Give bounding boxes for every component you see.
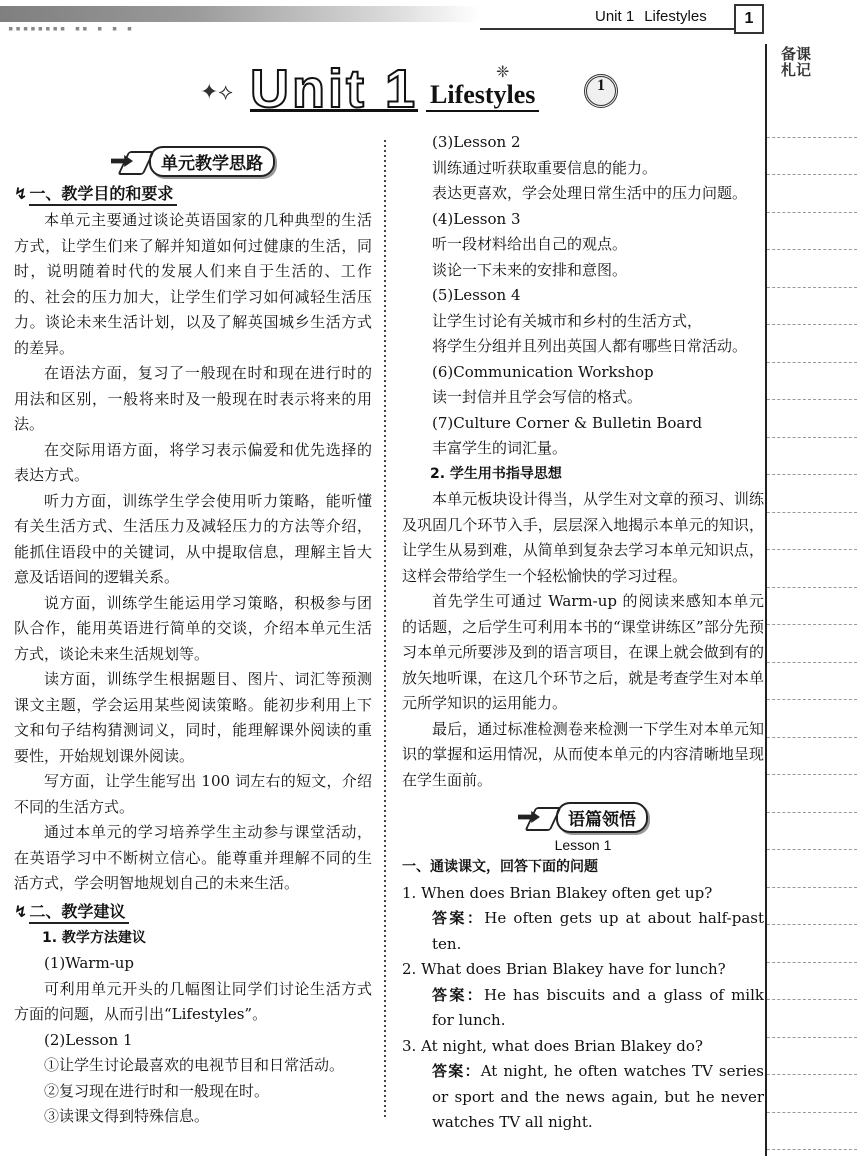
task-heading: 一、通读课文，回答下面的问题 [402, 859, 598, 875]
running-title [595, 8, 707, 25]
answer-label: 答案： [432, 1062, 481, 1080]
list-item: 读一封信并且学会写信的格式。 [432, 388, 643, 406]
paragraph: 最后，通过标准检测卷来检测一下学生对本单元知识的掌握和运用情况，从而使本单元的内容清晰地呈现在学生面前。 [402, 719, 764, 789]
question: 3. At night, what does Brian Blakey do? [402, 1036, 703, 1055]
header-dot-pattern: ▪▪▪▪▪▪▪▪ ▪▪ ▪ ▪ ▪ [8, 24, 135, 34]
answer: He often gets up at about half-past ten. [432, 909, 764, 953]
list-item: (4)Lesson 3 [432, 209, 521, 228]
notes-label-line1: 备课 [780, 45, 811, 63]
list-item: 谈论一下未来的安排和意图。 [432, 260, 628, 279]
header-gradient-bar [0, 6, 480, 22]
question: 2. What does Brian Blakey have for lunch? [402, 960, 726, 978]
list-item: ②复习现在进行时和一般现在时。 [44, 1081, 270, 1100]
page-number: 1 [734, 4, 764, 34]
section-banner-1 [14, 143, 372, 179]
list-item: ①让学生讨论最喜欢的电视节目和日常活动。 [44, 1056, 345, 1074]
leaf-icon: ↯ [14, 901, 28, 921]
unit-badge: 1 [584, 74, 618, 108]
unit-subtitle: Lifestyles [426, 80, 539, 112]
sparkle-icon: ❈ [496, 62, 510, 81]
paragraph: 写方面，让学生能写出 100 词左右的短文，介绍不同的生活方式。 [14, 772, 372, 816]
unit-title [200, 58, 640, 118]
notes-label [766, 46, 826, 78]
list-item: (7)Culture Corner & Bulletin Board [432, 413, 703, 432]
paragraph: 说方面，训练学生能运用学习策略，积极参与团队合作，能用英语进行简单的交谈，介绍本单元生活方式，谈论未来生活规划等。 [14, 593, 372, 663]
section-heading-1: ↯ 一、教学目的和要求 [14, 181, 372, 206]
list-item: (5)Lesson 4 [432, 286, 521, 304]
list-item: ③读课文得到特殊信息。 [44, 1107, 210, 1125]
header-topic: Lifestyles [644, 8, 707, 25]
paragraph: 可利用单元开头的几幅图让同学们讨论生活方式方面的问题，从而引出“Lifestyles”。 [14, 979, 372, 1023]
banner-label: 单元教学思路 [149, 146, 275, 177]
banner-label: 语篇领悟 [556, 802, 648, 833]
list-item: 听一段材料给出自己的观点。 [432, 235, 628, 253]
banner-arrow-icon [518, 806, 552, 828]
butterfly-decoration-icon: ✦⟡ [200, 80, 233, 105]
list-item: 让学生讨论有关城市和乡村的生活方式， [432, 311, 703, 330]
section-banner-2 [402, 799, 764, 835]
paragraph: 在交际用语方面，将学习表示偏爱和优先选择的表达方式。 [14, 440, 372, 484]
paragraph: 本单元主要通过谈论英语国家的几种典型的生活方式，让学生们来了解并知道如何过健康的生活，同时，说明随着时代的发展人们来自于生活的、工作的、社会的压力加大，让学生们学习如何减轻生活压力。谈论未来生活计划，以及了解英国城乡生活方式的差异。 [14, 211, 372, 357]
header-rule [480, 28, 755, 30]
subheading: 1. 教学方法建议 [42, 929, 146, 946]
answer: At night, he often watches TV series or sport and the news again, but he never watches TV all night. [432, 1062, 764, 1131]
unit-title-word: Unit 1 [250, 59, 419, 119]
paragraph: 首先学生可通过 Warm-up 的阅读来感知本单元的话题，之后学生可利用本书的“课堂讲练区”部分先预习本单元所要涉及到的语言项目，在课上就会做到有的放矢地听课，在这几个环节之后，就是考查学生对本单元所学知识的运用能力。 [402, 592, 764, 712]
column-divider [384, 140, 386, 1118]
question: 1. When does Brian Blakey often get up? [402, 883, 713, 902]
qa-item [402, 957, 764, 1034]
list-item: (2)Lesson 1 [44, 1030, 133, 1049]
lesson-heading: Lesson 1 [554, 837, 612, 853]
notes-ruled-lines [767, 100, 857, 1150]
subheading: 2. 学生用书指导思想 [430, 465, 562, 482]
banner-arrow-icon [111, 150, 145, 172]
header-unit: Unit 1 [595, 8, 635, 25]
left-column [14, 143, 372, 1130]
answer: He has biscuits and a glass of milk for lunch. [432, 985, 764, 1029]
list-item: 训练通过听获取重要信息的能力。 [432, 158, 658, 177]
list-item: 表达更喜欢，学会处理日常生活中的压力问题。 [432, 184, 748, 202]
qa-item [402, 1034, 764, 1136]
paragraph: 通过本单元的学习培养学生主动参与课堂活动，在英语学习中不断树立信心。能尊重并理解不同的生活方式，学会明智地规划自己的未来生活。 [14, 823, 372, 892]
paragraph: 本单元板块设计得当，从学生对文章的预习、训练及巩固几个环节入手，层层深入地揭示本单元的知识，让学生从易到难，从简单到复杂去学习本单元知识点，这样会带给学生一个轻松愉快的学习过程。 [402, 490, 764, 585]
right-column [402, 130, 764, 1136]
leaf-icon: ↯ [14, 184, 28, 203]
paragraph: 在语法方面，复习了一般现在时和现在进行时的用法和区别，一般将来时及一般现在时表示将来的用法。 [14, 364, 372, 433]
list-item: (6)Communication Workshop [432, 362, 654, 381]
page-header [0, 0, 860, 40]
answer-label: 答案： [432, 909, 485, 927]
answer-label: 答案： [432, 985, 484, 1004]
list-item: 丰富学生的词汇量。 [432, 439, 568, 457]
paragraph: 读方面，训练学生根据题目、图片、词汇等预测课文主题，学会运用某些阅读策略。能初步利用上下文和句子结构猜测词义，同时，能理解课外阅读的重要性，开始规划课外阅读。 [14, 670, 372, 765]
list-item: 将学生分组并且列出英国人都有哪些日常活动。 [432, 337, 748, 355]
section-heading-2: ↯ 二、教学建议 [14, 899, 372, 924]
qa-item [402, 881, 764, 958]
notes-label-line2: 札记 [780, 61, 811, 79]
list-item: (1)Warm-up [44, 954, 135, 972]
paragraph: 听力方面，训练学生学会使用听力策略，能听懂有关生活方式、生活压力及减轻压力的方法等介绍，能抓住语段中的关键词，从中提取信息，理解主旨大意及话语间的逻辑关系。 [14, 491, 372, 586]
list-item: (3)Lesson 2 [432, 133, 521, 151]
